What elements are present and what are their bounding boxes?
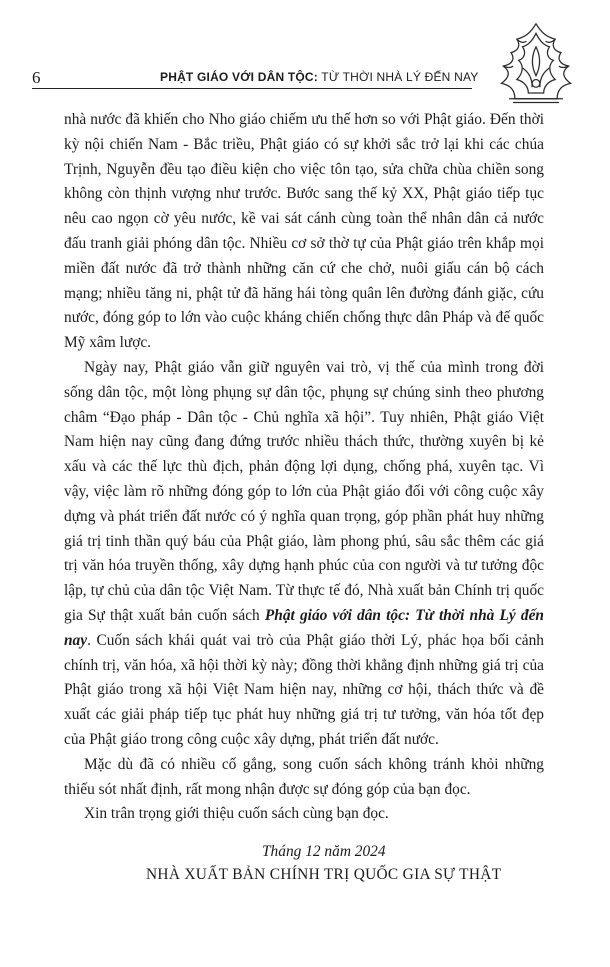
- body-text: [64, 108, 544, 827]
- running-title: [160, 70, 478, 84]
- paragraph-2-before: Ngày nay, Phật giáo vẫn giữ nguyên vai trò, vị thế của mình trong đời sống dân tộc, một lòng phụng sự dân tộc, phụng sự chúng sinh theo phương châm “Đạo pháp - Dân tộc - Chủ nghĩa xã hội”. Tuy nhiên, Phật giáo Việt Nam hiện nay cũng đang đứng trước nhiều thách thức, thường xuyên bị kẻ xấu và các thế lực thù địch, phản động lợi dụng, chống phá, xuyên tạc. Vì vậy, việc làm rõ những đóng góp to lớn của Phật giáo đối với công cuộc xây dựng và phát triển đất nước có ý nghĩa quan trọng, góp phần phát huy những giá trị tinh thần quý báu của Phật giáo, làm phong phú, sâu sắc thêm các giá trị văn hóa truyền thống, xây dựng hạnh phúc của con người và tư tưởng độc lập, tự chủ của dân tộc Việt Nam. Từ thực tế đó, Nhà xuất bản Chính trị quốc gia Sự thật xuất bản cuốn sách: [64, 358, 544, 624]
- paragraph-4: Xin trân trọng giới thiệu cuốn sách cùng bạn đọc.: [84, 805, 389, 823]
- signoff-publisher: NHÀ XUẤT BẢN CHÍNH TRỊ QUỐC GIA SỰ THẬT: [146, 866, 502, 883]
- lotus-ornament-icon: [488, 20, 584, 116]
- header-rule: [32, 88, 472, 89]
- signoff-date: Tháng 12 năm 2024: [262, 843, 386, 860]
- paragraph-2: [64, 356, 544, 753]
- paragraph-3: Mặc dù đã có nhiều cố gắng, song cuốn sách không tránh khỏi những thiếu sót nhất định, rất mong nhận được sự đóng góp của bạn đọc.: [64, 755, 544, 798]
- running-title-rest: TỪ THỜI NHÀ LÝ ĐẾN NAY: [317, 70, 479, 84]
- book-title: Phật giáo với dân tộc: Từ thời nhà Lý đến nay: [64, 606, 544, 649]
- page-header: [32, 44, 580, 104]
- paragraph-2-after: . Cuốn sách khái quát vai trò của Phật giáo thời Lý, phác họa bối cảnh chính trị, văn hóa, xã hội thời kỳ này; đồng thời khẳng định những giá trị của Phật giáo trong xã hội Việt Nam hiện nay, những cơ hội, thách thức và đề xuất các giải pháp tiếp tục phát huy những giá trị tư tưởng, văn hóa tốt đẹp của Phật giáo trong công cuộc xây dựng, phát triển đất nước.: [64, 631, 544, 748]
- page-number: 6: [32, 68, 41, 87]
- paragraph-1: nhà nước đã khiến cho Nho giáo chiếm ưu thế hơn so với Phật giáo. Đến thời kỳ nội chiến Nam - Bắc triều, Phật giáo có sự khởi sắc trở lại khi các chúa Trịnh, Nguyễn đều tạo điều kiện cho việc tôn tạo, sửa chữa chùa chiền song không còn thịnh vượng như trước. Bước sang thế kỷ XX, Phật giáo tiếp tục nêu cao ngọn cờ yêu nước, kề vai sát cánh cùng toàn thể nhân dân cả nước đấu tranh giải phóng dân tộc. Nhiều cơ sở thờ tự của Phật giáo trên khắp mọi miền đất nước đã trở thành những căn cứ che chở, nuôi giấu cán bộ cách mạng; nhiều tăng ni, phật tử đã hăng hái tòng quân lên đường đánh giặc, cứu nước, đóng góp to lớn vào cuộc kháng chiến chống thực dân Pháp và đế quốc Mỹ xâm lược.: [64, 111, 544, 352]
- running-title-bold: PHẬT GIÁO VỚI DÂN TỘC:: [160, 70, 318, 84]
